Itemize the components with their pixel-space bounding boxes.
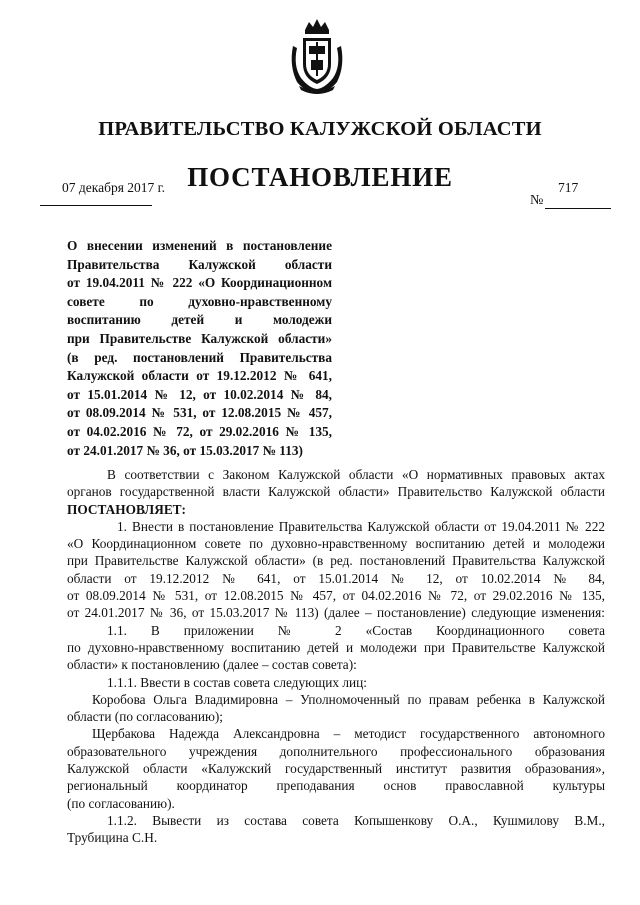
member-shcherbakova: Щербакова Надежда Александровна – методист государственного автономного xyxy=(92,726,605,742)
subject-line: от 15.01.2014 № 12, от 10.02.2014 № 84, xyxy=(67,386,332,402)
document-subject xyxy=(67,237,332,460)
subject-line: воспитанию детей и молодежи xyxy=(67,312,332,328)
subject-line: (в ред. постановлений Правительства xyxy=(67,349,332,365)
document-number: 717 xyxy=(558,180,579,195)
subject-line: от 24.01.2017 № 36, от 15.03.2017 № 113) xyxy=(67,442,303,458)
date-underline xyxy=(40,205,152,206)
member-shcherbakova: Калужской области «Калужский государственный институт развития образования», xyxy=(67,761,605,777)
item1-1-1-line: 1.1.1. Ввести в состав совета следующих лиц: xyxy=(107,674,367,690)
member-korobova: области (по согласованию); xyxy=(67,709,223,725)
number-underline xyxy=(545,208,611,209)
preamble-line: В соответствии с Законом Калужской области «О нормативных правовых актах xyxy=(107,467,605,482)
member-shcherbakova: образовательного учреждения дополнительного профессионального образования xyxy=(67,743,605,759)
resolves-heading: ПОСТАНОВЛЯЕТ: xyxy=(67,501,186,517)
document-type: ПОСТАНОВЛЕНИЕ xyxy=(187,162,453,192)
member-shcherbakova: (по согласованию). xyxy=(67,795,175,811)
item1-line: «О Координационном совете по духовно-нравственному воспитанию детей и молодежи xyxy=(67,536,605,552)
member-korobova: Коробова Ольга Владимировна – Уполномоченный по правам ребенка в Калужской xyxy=(92,691,605,707)
document-body xyxy=(67,466,605,847)
document-date: 07 декабря 2017 г. xyxy=(62,180,166,195)
item1-line: области от 19.12.2012 № 641, от 15.01.2014 № 12, от 10.02.2014 № 84, xyxy=(67,570,605,586)
number-label: № xyxy=(530,193,544,208)
preamble-line: органов государственной власти Калужской области» Правительство Калужской области xyxy=(67,484,605,500)
subject-line: от 19.04.2011 № 222 «О Координационном xyxy=(67,275,332,291)
subject-line: от 04.02.2016 № 72, от 29.02.2016 № 135, xyxy=(67,423,332,439)
item1-1-line: 1.1. В приложении № 2 «Состав Координационного совета xyxy=(107,622,605,638)
item1-line: 1. Внести в постановление Правительства Калужской области от 19.04.2011 № 222 xyxy=(117,518,605,534)
item1-line: от 24.01.2017 № 36, от 15.03.2017 № 113) (далее – постановление) следующие изменения: xyxy=(67,605,605,621)
item1-1-2-line: Трубицина С.Н. xyxy=(67,830,158,846)
subject-line: Калужской области от 19.12.2012 № 641, xyxy=(67,368,332,384)
item1-1-line: области» к постановлению (далее – состав совета): xyxy=(67,657,357,673)
item1-line: от 08.09.2014 № 531, от 12.08.2015 № 457, от 04.02.2016 № 72, от 29.02.2016 № 135, xyxy=(67,588,605,604)
item1-1-line: по духовно-нравственному воспитанию детей и молодежи при Правительстве Калужской xyxy=(67,639,605,655)
subject-line: от 08.09.2014 № 531, от 12.08.2015 № 457, xyxy=(67,405,332,421)
government-title: ПРАВИТЕЛЬСТВО КАЛУЖСКОЙ ОБЛАСТИ xyxy=(98,118,542,140)
coat-of-arms-icon xyxy=(287,16,347,96)
subject-line: Правительства Калужской области xyxy=(67,256,332,272)
item1-line: при Правительстве Калужской области» (в ред. постановлений Правительства Калужской xyxy=(67,553,605,569)
subject-line: совете по духовно-нравственному xyxy=(67,293,332,309)
subject-line: О внесении изменений в постановление xyxy=(67,238,332,253)
item1-1-2-line: 1.1.2. Вывести из состава совета Копышенкову О.А., Кушмилову В.М., xyxy=(107,812,605,828)
subject-line: при Правительстве Калужской области» xyxy=(67,330,332,346)
member-shcherbakova: региональный координатор преподавания основ православной культуры xyxy=(67,778,605,794)
